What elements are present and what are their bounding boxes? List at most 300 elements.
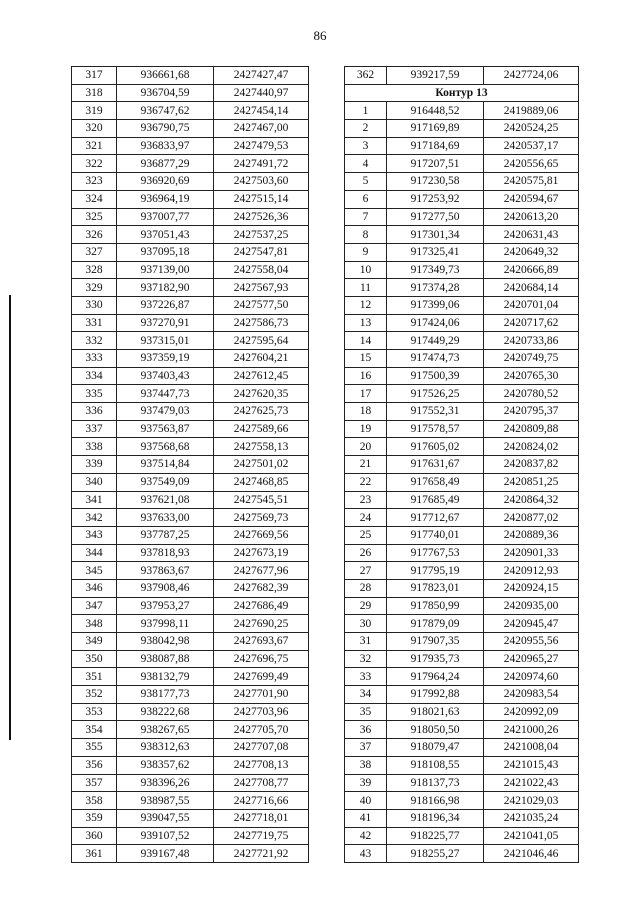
table-row xyxy=(72,562,309,580)
point-number: 20 xyxy=(345,438,387,456)
x-coordinate: 917184,69 xyxy=(387,137,484,155)
point-number: 23 xyxy=(345,491,387,509)
point-number: 12 xyxy=(345,296,387,314)
x-coordinate: 939167,48 xyxy=(117,845,214,863)
x-coordinate: 917767,53 xyxy=(387,544,484,562)
point-number: 357 xyxy=(72,774,117,792)
y-coordinate: 2420901,33 xyxy=(484,544,579,562)
x-coordinate: 917578,57 xyxy=(387,420,484,438)
y-coordinate: 2420924,15 xyxy=(484,579,579,597)
point-number: 39 xyxy=(345,774,387,792)
table-row xyxy=(345,756,579,774)
point-number: 15 xyxy=(345,350,387,368)
margin-bar xyxy=(9,295,11,740)
x-coordinate: 938987,55 xyxy=(117,792,214,810)
table-row xyxy=(345,420,579,438)
x-coordinate: 917964,24 xyxy=(387,668,484,686)
y-coordinate: 2421008,04 xyxy=(484,739,579,757)
table-row xyxy=(72,668,309,686)
x-coordinate: 917325,41 xyxy=(387,243,484,261)
y-coordinate: 2421029,03 xyxy=(484,792,579,810)
table-row xyxy=(72,633,309,651)
table-row xyxy=(72,597,309,615)
x-coordinate: 936920,69 xyxy=(117,173,214,191)
table-row xyxy=(345,509,579,527)
table-row xyxy=(345,845,579,863)
y-coordinate: 2420809,88 xyxy=(484,420,579,438)
point-number: 18 xyxy=(345,403,387,421)
point-number: 349 xyxy=(72,633,117,651)
y-coordinate: 2420851,25 xyxy=(484,473,579,491)
y-coordinate: 2427705,70 xyxy=(214,721,309,739)
x-coordinate: 917301,34 xyxy=(387,226,484,244)
x-coordinate: 917605,02 xyxy=(387,438,484,456)
x-coordinate: 917374,28 xyxy=(387,279,484,297)
x-coordinate: 939217,59 xyxy=(387,67,484,85)
x-coordinate: 937621,08 xyxy=(117,491,214,509)
x-coordinate: 937447,73 xyxy=(117,385,214,403)
table-row xyxy=(72,491,309,509)
y-coordinate: 2427690,25 xyxy=(214,615,309,633)
point-number: 331 xyxy=(72,314,117,332)
point-number: 16 xyxy=(345,367,387,385)
y-coordinate: 2427620,35 xyxy=(214,385,309,403)
table-row xyxy=(345,155,579,173)
point-number: 339 xyxy=(72,456,117,474)
y-coordinate: 2420945,47 xyxy=(484,615,579,633)
y-coordinate: 2427467,00 xyxy=(214,120,309,138)
table-row xyxy=(72,509,309,527)
table-row xyxy=(345,579,579,597)
point-number: 17 xyxy=(345,385,387,403)
y-coordinate: 2420795,37 xyxy=(484,403,579,421)
point-number: 3 xyxy=(345,137,387,155)
point-number: 10 xyxy=(345,261,387,279)
x-coordinate: 917349,73 xyxy=(387,261,484,279)
x-coordinate: 917474,73 xyxy=(387,350,484,368)
point-number: 325 xyxy=(72,208,117,226)
point-number: 361 xyxy=(72,845,117,863)
y-coordinate: 2427558,13 xyxy=(214,438,309,456)
point-number: 335 xyxy=(72,385,117,403)
table-row xyxy=(345,314,579,332)
table-row xyxy=(345,279,579,297)
table-row xyxy=(72,102,309,120)
table-row xyxy=(345,102,579,120)
y-coordinate: 2420649,32 xyxy=(484,243,579,261)
point-number: 354 xyxy=(72,721,117,739)
section-header-row xyxy=(345,84,579,102)
table-row xyxy=(345,774,579,792)
table-row xyxy=(345,721,579,739)
point-number: 345 xyxy=(72,562,117,580)
left-table-body xyxy=(72,67,309,863)
table-row xyxy=(345,668,579,686)
table-row xyxy=(72,350,309,368)
x-coordinate: 917907,35 xyxy=(387,633,484,651)
x-coordinate: 937359,19 xyxy=(117,350,214,368)
x-coordinate: 939047,55 xyxy=(117,809,214,827)
y-coordinate: 2420613,20 xyxy=(484,208,579,226)
table-row xyxy=(345,809,579,827)
y-coordinate: 2421000,26 xyxy=(484,721,579,739)
point-number: 350 xyxy=(72,650,117,668)
y-coordinate: 2427468,85 xyxy=(214,473,309,491)
table-row xyxy=(72,456,309,474)
x-coordinate: 937479,03 xyxy=(117,403,214,421)
y-coordinate: 2427696,75 xyxy=(214,650,309,668)
x-coordinate: 936790,75 xyxy=(117,120,214,138)
y-coordinate: 2427682,39 xyxy=(214,579,309,597)
y-coordinate: 2421015,43 xyxy=(484,756,579,774)
table-row xyxy=(72,243,309,261)
x-coordinate: 937953,27 xyxy=(117,597,214,615)
y-coordinate: 2427686,49 xyxy=(214,597,309,615)
table-row xyxy=(72,261,309,279)
x-coordinate: 937403,43 xyxy=(117,367,214,385)
y-coordinate: 2427708,13 xyxy=(214,756,309,774)
point-number: 13 xyxy=(345,314,387,332)
table-row xyxy=(72,332,309,350)
y-coordinate: 2420556,65 xyxy=(484,155,579,173)
x-coordinate: 939107,52 xyxy=(117,827,214,845)
point-number: 351 xyxy=(72,668,117,686)
table-row xyxy=(345,597,579,615)
point-number: 341 xyxy=(72,491,117,509)
x-coordinate: 938357,62 xyxy=(117,756,214,774)
table-row xyxy=(72,473,309,491)
x-coordinate: 937226,87 xyxy=(117,296,214,314)
table-row xyxy=(72,420,309,438)
x-coordinate: 917230,58 xyxy=(387,173,484,191)
y-coordinate: 2427612,45 xyxy=(214,367,309,385)
table-row xyxy=(72,314,309,332)
point-number: 1 xyxy=(345,102,387,120)
table-row xyxy=(345,243,579,261)
point-number: 327 xyxy=(72,243,117,261)
x-coordinate: 917552,31 xyxy=(387,403,484,421)
table-row xyxy=(345,562,579,580)
table-row xyxy=(345,296,579,314)
y-coordinate: 2427718,01 xyxy=(214,809,309,827)
point-number: 340 xyxy=(72,473,117,491)
point-number: 353 xyxy=(72,703,117,721)
y-coordinate: 2427569,73 xyxy=(214,509,309,527)
point-number: 28 xyxy=(345,579,387,597)
table-row xyxy=(72,615,309,633)
point-number: 332 xyxy=(72,332,117,350)
table-row xyxy=(345,792,579,810)
table-row xyxy=(72,208,309,226)
table-row xyxy=(72,739,309,757)
point-number: 19 xyxy=(345,420,387,438)
point-number: 30 xyxy=(345,615,387,633)
x-coordinate: 917823,01 xyxy=(387,579,484,597)
point-number: 360 xyxy=(72,827,117,845)
table-row xyxy=(72,137,309,155)
point-number: 9 xyxy=(345,243,387,261)
table-row xyxy=(345,438,579,456)
x-coordinate: 938267,65 xyxy=(117,721,214,739)
x-coordinate: 917685,49 xyxy=(387,491,484,509)
y-coordinate: 2427503,60 xyxy=(214,173,309,191)
point-number: 7 xyxy=(345,208,387,226)
point-number: 346 xyxy=(72,579,117,597)
x-coordinate: 918108,55 xyxy=(387,756,484,774)
x-coordinate: 937270,91 xyxy=(117,314,214,332)
y-coordinate: 2420974,60 xyxy=(484,668,579,686)
table-row xyxy=(72,367,309,385)
y-coordinate: 2427707,08 xyxy=(214,739,309,757)
y-coordinate: 2427558,04 xyxy=(214,261,309,279)
coordinates-table-right xyxy=(344,66,579,863)
point-number: 27 xyxy=(345,562,387,580)
table-row xyxy=(72,703,309,721)
table-row xyxy=(345,686,579,704)
y-coordinate: 2427515,14 xyxy=(214,190,309,208)
x-coordinate: 917879,09 xyxy=(387,615,484,633)
x-coordinate: 917207,51 xyxy=(387,155,484,173)
table-row xyxy=(72,827,309,845)
table-row xyxy=(72,721,309,739)
table-row xyxy=(345,456,579,474)
point-number: 352 xyxy=(72,686,117,704)
x-coordinate: 937051,43 xyxy=(117,226,214,244)
point-number: 347 xyxy=(72,597,117,615)
table-row xyxy=(345,190,579,208)
y-coordinate: 2420780,52 xyxy=(484,385,579,403)
point-number: 38 xyxy=(345,756,387,774)
point-number: 36 xyxy=(345,721,387,739)
y-coordinate: 2420537,17 xyxy=(484,137,579,155)
point-number: 42 xyxy=(345,827,387,845)
table-row xyxy=(345,473,579,491)
point-number: 348 xyxy=(72,615,117,633)
table-row xyxy=(72,756,309,774)
y-coordinate: 2427567,93 xyxy=(214,279,309,297)
point-number: 334 xyxy=(72,367,117,385)
table-row xyxy=(72,686,309,704)
point-number: 317 xyxy=(72,67,117,85)
x-coordinate: 937818,93 xyxy=(117,544,214,562)
table-row xyxy=(72,190,309,208)
x-coordinate: 918255,27 xyxy=(387,845,484,863)
x-coordinate: 917449,29 xyxy=(387,332,484,350)
point-number: 318 xyxy=(72,84,117,102)
table-row xyxy=(72,792,309,810)
y-coordinate: 2420837,82 xyxy=(484,456,579,474)
point-number: 326 xyxy=(72,226,117,244)
y-coordinate: 2420877,02 xyxy=(484,509,579,527)
y-coordinate: 2427491,72 xyxy=(214,155,309,173)
y-coordinate: 2420824,02 xyxy=(484,438,579,456)
x-coordinate: 918166,98 xyxy=(387,792,484,810)
x-coordinate: 938312,63 xyxy=(117,739,214,757)
table-row xyxy=(72,403,309,421)
x-coordinate: 917795,19 xyxy=(387,562,484,580)
y-coordinate: 2420912,93 xyxy=(484,562,579,580)
x-coordinate: 937514,84 xyxy=(117,456,214,474)
y-coordinate: 2427440,97 xyxy=(214,84,309,102)
y-coordinate: 2427547,81 xyxy=(214,243,309,261)
y-coordinate: 2427693,67 xyxy=(214,633,309,651)
y-coordinate: 2427595,64 xyxy=(214,332,309,350)
point-number: 330 xyxy=(72,296,117,314)
y-coordinate: 2427673,19 xyxy=(214,544,309,562)
table-row xyxy=(72,67,309,85)
point-number: 29 xyxy=(345,597,387,615)
point-number: 40 xyxy=(345,792,387,810)
y-coordinate: 2427479,53 xyxy=(214,137,309,155)
point-number: 32 xyxy=(345,650,387,668)
y-coordinate: 2427577,50 xyxy=(214,296,309,314)
table-row xyxy=(345,615,579,633)
table-row xyxy=(345,120,579,138)
table-row xyxy=(345,703,579,721)
table-row xyxy=(345,633,579,651)
x-coordinate: 917500,39 xyxy=(387,367,484,385)
point-number: 11 xyxy=(345,279,387,297)
y-coordinate: 2427677,96 xyxy=(214,562,309,580)
point-number: 26 xyxy=(345,544,387,562)
table-row xyxy=(72,120,309,138)
x-coordinate: 937563,87 xyxy=(117,420,214,438)
y-coordinate: 2420524,25 xyxy=(484,120,579,138)
y-coordinate: 2419889,06 xyxy=(484,102,579,120)
x-coordinate: 937633,00 xyxy=(117,509,214,527)
x-coordinate: 936704,59 xyxy=(117,84,214,102)
point-number: 336 xyxy=(72,403,117,421)
point-number: 344 xyxy=(72,544,117,562)
y-coordinate: 2427537,25 xyxy=(214,226,309,244)
table-row xyxy=(345,208,579,226)
y-coordinate: 2420631,43 xyxy=(484,226,579,244)
table-row xyxy=(345,350,579,368)
y-coordinate: 2427589,66 xyxy=(214,420,309,438)
y-coordinate: 2420701,04 xyxy=(484,296,579,314)
point-number: 25 xyxy=(345,526,387,544)
y-coordinate: 2427427,47 xyxy=(214,67,309,85)
y-coordinate: 2420575,81 xyxy=(484,173,579,191)
point-number: 6 xyxy=(345,190,387,208)
table-row xyxy=(345,544,579,562)
point-number: 333 xyxy=(72,350,117,368)
x-coordinate: 937787,25 xyxy=(117,526,214,544)
x-coordinate: 937863,67 xyxy=(117,562,214,580)
x-coordinate: 917992,88 xyxy=(387,686,484,704)
x-coordinate: 936661,68 xyxy=(117,67,214,85)
x-coordinate: 936833,97 xyxy=(117,137,214,155)
x-coordinate: 937908,46 xyxy=(117,579,214,597)
x-coordinate: 917526,25 xyxy=(387,385,484,403)
point-number: 22 xyxy=(345,473,387,491)
table-row xyxy=(72,173,309,191)
point-number: 323 xyxy=(72,173,117,191)
x-coordinate: 937315,01 xyxy=(117,332,214,350)
table-row xyxy=(72,226,309,244)
y-coordinate: 2420992,09 xyxy=(484,703,579,721)
x-coordinate: 938222,68 xyxy=(117,703,214,721)
y-coordinate: 2427721,92 xyxy=(214,845,309,863)
x-coordinate: 918079,47 xyxy=(387,739,484,757)
y-coordinate: 2427501,02 xyxy=(214,456,309,474)
x-coordinate: 917169,89 xyxy=(387,120,484,138)
table-row xyxy=(345,385,579,403)
page-number: 86 xyxy=(313,28,327,43)
x-coordinate: 937998,11 xyxy=(117,615,214,633)
y-coordinate: 2420666,89 xyxy=(484,261,579,279)
x-coordinate: 918137,73 xyxy=(387,774,484,792)
y-coordinate: 2420733,86 xyxy=(484,332,579,350)
point-number: 41 xyxy=(345,809,387,827)
table-row xyxy=(345,367,579,385)
x-coordinate: 936964,19 xyxy=(117,190,214,208)
x-coordinate: 937095,18 xyxy=(117,243,214,261)
y-coordinate: 2421046,46 xyxy=(484,845,579,863)
table-row xyxy=(72,650,309,668)
point-number: 34 xyxy=(345,686,387,704)
y-coordinate: 2427454,14 xyxy=(214,102,309,120)
table-row xyxy=(72,526,309,544)
x-coordinate: 937549,09 xyxy=(117,473,214,491)
x-coordinate: 917850,99 xyxy=(387,597,484,615)
table-row xyxy=(345,67,579,85)
x-coordinate: 938087,88 xyxy=(117,650,214,668)
point-number: 35 xyxy=(345,703,387,721)
x-coordinate: 937139,00 xyxy=(117,261,214,279)
table-row xyxy=(345,332,579,350)
point-number: 4 xyxy=(345,155,387,173)
table-row xyxy=(72,84,309,102)
table-row xyxy=(72,544,309,562)
x-coordinate: 916448,52 xyxy=(387,102,484,120)
point-number: 329 xyxy=(72,279,117,297)
table-row xyxy=(345,261,579,279)
y-coordinate: 2427545,51 xyxy=(214,491,309,509)
x-coordinate: 918050,50 xyxy=(387,721,484,739)
x-coordinate: 917277,50 xyxy=(387,208,484,226)
y-coordinate: 2420717,62 xyxy=(484,314,579,332)
x-coordinate: 938396,26 xyxy=(117,774,214,792)
x-coordinate: 918196,34 xyxy=(387,809,484,827)
table-row xyxy=(72,438,309,456)
table-row xyxy=(345,650,579,668)
table-row xyxy=(72,279,309,297)
table-row xyxy=(345,739,579,757)
x-coordinate: 917935,73 xyxy=(387,650,484,668)
point-number: 5 xyxy=(345,173,387,191)
point-number: 14 xyxy=(345,332,387,350)
table-row xyxy=(72,809,309,827)
y-coordinate: 2427703,96 xyxy=(214,703,309,721)
point-number: 359 xyxy=(72,809,117,827)
right-table-body xyxy=(345,67,579,863)
y-coordinate: 2427701,90 xyxy=(214,686,309,704)
y-coordinate: 2427724,06 xyxy=(484,67,579,85)
x-coordinate: 917712,67 xyxy=(387,509,484,527)
x-coordinate: 917740,01 xyxy=(387,526,484,544)
y-coordinate: 2427586,73 xyxy=(214,314,309,332)
point-number: 328 xyxy=(72,261,117,279)
table-row xyxy=(72,845,309,863)
point-number: 33 xyxy=(345,668,387,686)
point-number: 31 xyxy=(345,633,387,651)
y-coordinate: 2427708,77 xyxy=(214,774,309,792)
y-coordinate: 2421041,05 xyxy=(484,827,579,845)
point-number: 37 xyxy=(345,739,387,757)
x-coordinate: 917253,92 xyxy=(387,190,484,208)
point-number: 24 xyxy=(345,509,387,527)
